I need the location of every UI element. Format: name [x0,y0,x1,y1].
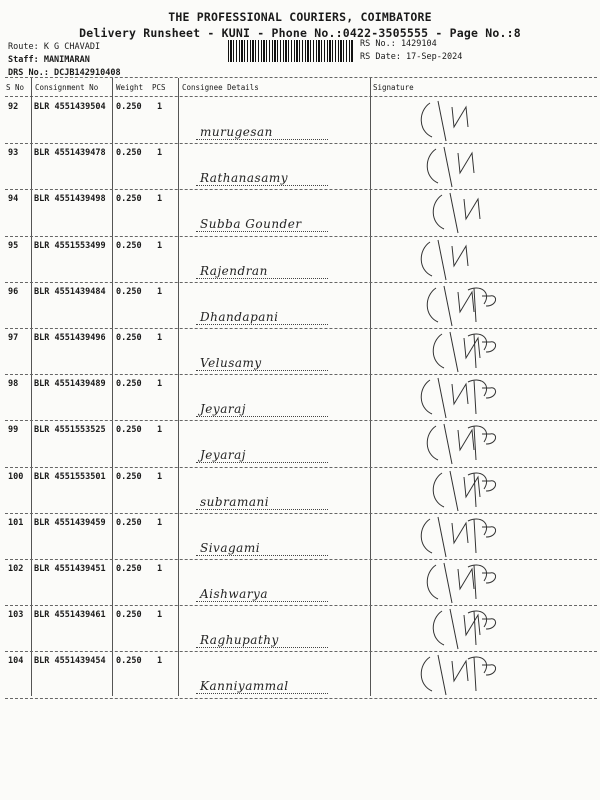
weight-value: 0.250 [116,564,142,574]
signature-scribble [380,236,540,282]
table-row [0,651,600,697]
serial-number: 103 [8,610,24,621]
pcs-count: 1 [157,610,163,621]
consignee-underline [196,601,328,602]
weight-value: 0.250 [116,102,142,112]
pcs-count: 1 [157,286,163,297]
consignment-number: BLR 4551439451 [34,564,106,574]
pcs-count: 1 [157,148,163,159]
consignee-underline [196,416,328,417]
pcs-count: 1 [157,517,163,528]
consignee-name: Dhandapani [200,309,279,324]
row-divider [5,698,597,699]
serial-number: 96 [8,286,19,297]
consignee-name: Rathanasamy [200,171,289,186]
consignee-underline [196,231,328,232]
serial-number: 95 [8,240,19,251]
serial-number: 100 [8,471,24,482]
table-row [0,420,600,466]
signature-scribble [380,143,540,189]
barcode [228,40,354,62]
serial-number: 92 [8,102,19,112]
consignee-underline [196,462,328,463]
consignee-underline [196,693,328,694]
consignee-underline [196,509,328,510]
col-header-consignee: Consignee Details [182,83,259,92]
consignee-name: subramani [200,494,270,509]
serial-number: 97 [8,333,19,343]
signature-scribble [380,282,540,328]
pcs-count: 1 [157,102,163,112]
weight-value: 0.250 [116,471,142,482]
pcs-count: 1 [157,194,163,205]
serial-number: 102 [8,564,24,574]
table-row [0,282,600,328]
signature-scribble [380,559,540,605]
runsheet-meta-right [360,38,462,64]
consignment-number: BLR 4551439498 [34,194,106,205]
consignee-name: Rajendran [200,263,268,278]
col-header-sno: S No [6,83,25,92]
consignment-number: BLR 4551439459 [34,517,106,528]
consignment-number: BLR 4551439489 [34,379,106,390]
signature-scribble [380,605,540,651]
serial-number: 93 [8,148,19,159]
weight-value: 0.250 [116,194,142,205]
consignee-name: Subba Gounder [200,217,302,232]
consignee-name: Sivagami [200,540,261,555]
consignee-underline [196,647,328,648]
runsheet-title: THE PROFESSIONAL COURIERS, COIMBATORE [168,10,432,24]
route-label: Route: K G CHAVADI [8,42,101,52]
serial-number: 94 [8,194,19,205]
weight-value: 0.250 [116,286,142,297]
consignment-number: BLR 4551439496 [34,333,106,343]
consignee-name: murugesan [200,125,273,139]
header-top-rule [5,77,597,78]
signature-scribble [380,189,540,235]
weight-value: 0.250 [116,148,142,159]
table-row [0,97,600,143]
signature-scribble [380,374,540,420]
weight-value: 0.250 [116,425,142,436]
weight-value: 0.250 [116,379,142,390]
consignment-number: BLR 4551439484 [34,286,106,297]
signature-scribble [380,467,540,513]
rs-number: RS No.: 1429104 [360,39,437,49]
staff-label: Staff: MANIMARAN [8,55,90,65]
consignment-number: BLR 4551439478 [34,148,106,159]
drs-number: DRS No.: DCJB142910408 [8,68,121,78]
consignee-name: Jeyaraj [200,448,246,463]
consignment-number: BLR 4551439504 [34,102,106,112]
col-header-consignment: Consignment No [35,83,99,92]
consignment-number: BLR 4551439461 [34,610,106,621]
table-row [0,189,600,235]
serial-number: 101 [8,517,24,528]
signature-scribble [380,97,540,143]
consignee-underline [196,370,328,371]
runsheet-meta-left [8,41,121,80]
pcs-count: 1 [157,471,163,482]
table-row [0,143,600,189]
consignee-underline [196,324,328,325]
consignment-number: BLR 4551553501 [34,471,106,482]
serial-number: 104 [8,656,24,667]
table-row [0,605,600,651]
table-row [0,467,600,513]
table-row [0,236,600,282]
runsheet-subtitle: Delivery Runsheet - KUNI - Phone No.:0422-3505555 - Page No.:8 [79,26,521,40]
weight-value: 0.250 [116,610,142,621]
serial-number: 98 [8,379,19,390]
table-row [0,374,600,420]
weight-value: 0.250 [116,656,142,667]
signature-scribble [380,328,540,374]
weight-value: 0.250 [116,333,142,343]
table-row [0,513,600,559]
rs-date: RS Date: 17-Sep-2024 [360,52,463,62]
col-header-pcs: PCS [152,83,166,92]
consignee-underline [196,278,328,279]
weight-value: 0.250 [116,517,142,528]
pcs-count: 1 [157,425,163,436]
col-header-weight: Weight [116,83,144,92]
consignment-number: BLR 4551553499 [34,240,106,251]
consignee-underline [196,139,328,140]
consignee-name: Kanniyammal [200,679,289,694]
table-row [0,559,600,605]
consignee-name: Aishwarya [200,587,268,601]
consignee-name: Raghupathy [200,633,279,648]
consignee-underline [196,555,328,556]
signature-scribble [380,420,540,466]
weight-value: 0.250 [116,240,142,251]
pcs-count: 1 [157,333,163,343]
consignee-underline [196,185,328,186]
pcs-count: 1 [157,379,163,390]
pcs-count: 1 [157,656,163,667]
consignment-number: BLR 4551553525 [34,425,106,436]
consignment-number: BLR 4551439454 [34,656,106,667]
signature-scribble [380,651,540,697]
consignee-name: Velusamy [200,356,262,370]
signature-scribble [380,513,540,559]
pcs-count: 1 [157,240,163,251]
consignee-name: Jeyaraj [200,402,246,417]
table-row [0,328,600,374]
col-header-signature: Signature [373,83,414,92]
pcs-count: 1 [157,564,163,574]
serial-number: 99 [8,425,19,436]
